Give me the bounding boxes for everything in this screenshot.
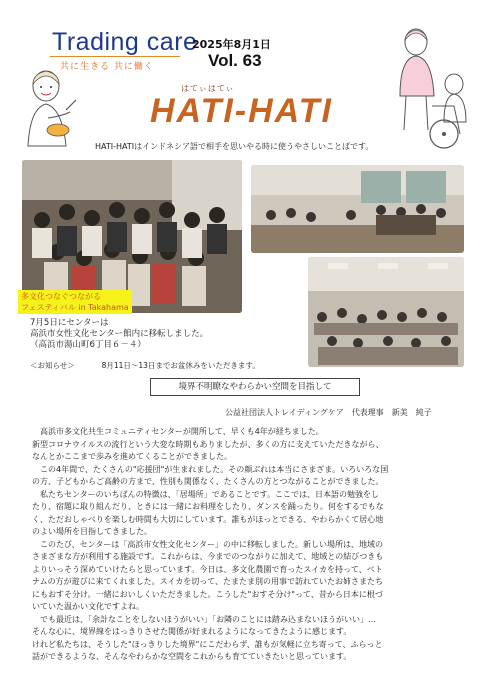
- article-line: よりいっそう深めていけたらと思っています。今日は、多文化農園で育ったスイカを持って、ベト: [32, 564, 383, 574]
- article-line: さまざまな方が利用する施設です。これからは、今までのつながりに加えて、地域との結びつきも: [32, 552, 384, 561]
- article-line: この4年間で、たくさんの"応援団"が生まれました。その顔ぶれは本当にさまざま。いろいろな国: [32, 464, 389, 474]
- issue-date: 2025年8月1日: [192, 38, 271, 51]
- article-headline: 境界不明瞭なやわらかい空間を目指して: [150, 378, 360, 396]
- announcement-line1: 7月5日にセンターは: [30, 318, 109, 328]
- announcement-line3: （高浜市湯山町6丁目６－４）: [30, 340, 146, 350]
- article-line: ナムの方が遊びに来てくれました。スイカを切って、たまたま別の用事で訪れていたお姉さまたち: [32, 577, 384, 586]
- article-line: いていた温かい文化ですよね。: [32, 602, 144, 611]
- article-line: けれど私たちは、そうした"ほっきりした境界"にこだわらず、誰もが気軽に立ち寄って、ふらっと: [32, 639, 383, 649]
- article-line: 高浜市多文化共生コミュニティセンターが開所して、早くも4年が経ちました。: [32, 427, 324, 436]
- holiday-notice: [30, 360, 260, 371]
- masthead-description: HATI-HATIはインドネシア語で相手を思いやる時に使うやさしいことばです。: [95, 142, 374, 151]
- article-line: のよい場所を目指してきました。: [32, 527, 152, 536]
- article-line: 新型コロナウイルスの流行という大変な時期もありましたが、多くの方に支えていただきながら、: [32, 439, 384, 449]
- notice-label: ＜お知らせ＞: [30, 361, 75, 370]
- gathering-photo: [308, 257, 464, 367]
- announcement-line2: 高浜市女性文化センター館内に移転しました。: [30, 329, 209, 339]
- article-body: [32, 426, 452, 664]
- article-line: このたび、センターは「高浜市女性文化センター」の中に移転しました。新しい場所は、地域の: [32, 539, 384, 549]
- issue-volume: Vol. 63: [208, 51, 262, 70]
- brand-tagline: 共に生きる 共に働く: [60, 62, 154, 72]
- woman-with-bowl-illustration: [18, 66, 80, 148]
- article-line: でも最近は、「余計なことをしないほうがいい」「お隣のことには踏み込まないほうがいい」…: [32, 614, 376, 624]
- article-line: なんとかここまで歩みを進めてくることができました。: [32, 452, 232, 461]
- article-line: たり、宿題に取り組んだり、ときには一緒にお料理をしたり、ダンスを踊ったり。何をするでもな: [32, 502, 384, 511]
- masthead-ruby: はてぃはてぃ: [181, 84, 235, 93]
- article-byline: 公益社団法人トレイディングケア 代表理事 新美 純子: [225, 408, 432, 417]
- event-label-line1: 多文化つなぐつながる: [21, 292, 101, 301]
- masthead-title: HATI-HATI: [150, 92, 333, 130]
- brand-divider: [50, 56, 180, 57]
- notice-text: 8月11日～13日までお盆休みをいただきます。: [101, 361, 260, 370]
- event-label-line2: フェスティバル in Takahama: [21, 303, 129, 312]
- article-line: そんな心に、境界線をはっきりさせた関係が好まれるようになってきたように感じます。: [32, 627, 352, 636]
- article-line: の方、子どもからご高齢の方まで、性別も関係なく、たくさんの方とつながることができました。: [32, 477, 384, 486]
- article-line: 話ができるような、そんなやわらかな空間をこれからも育てていきたいと思っています。: [32, 652, 352, 661]
- caregiver-wheelchair-illustration: [392, 26, 476, 152]
- event-label: [18, 290, 132, 314]
- article-line: 私たちセンターのいちばんの特徴は、「居場所」であることです。ここでは、日本語の勉強をし: [32, 489, 380, 499]
- performance-photo: [251, 165, 464, 253]
- relocation-announcement: [30, 318, 208, 351]
- article-line: く、ただおしゃべりを楽しむ時間も大切にしています。誰もがほっとできる、やわらかくて居心地: [32, 514, 384, 524]
- article-line: にもおすそ分け。一緒においしくいただきました。こうした"おすそ分け"って、昔から日本に根づ: [32, 589, 383, 599]
- brand-title: Trading care: [52, 28, 198, 56]
